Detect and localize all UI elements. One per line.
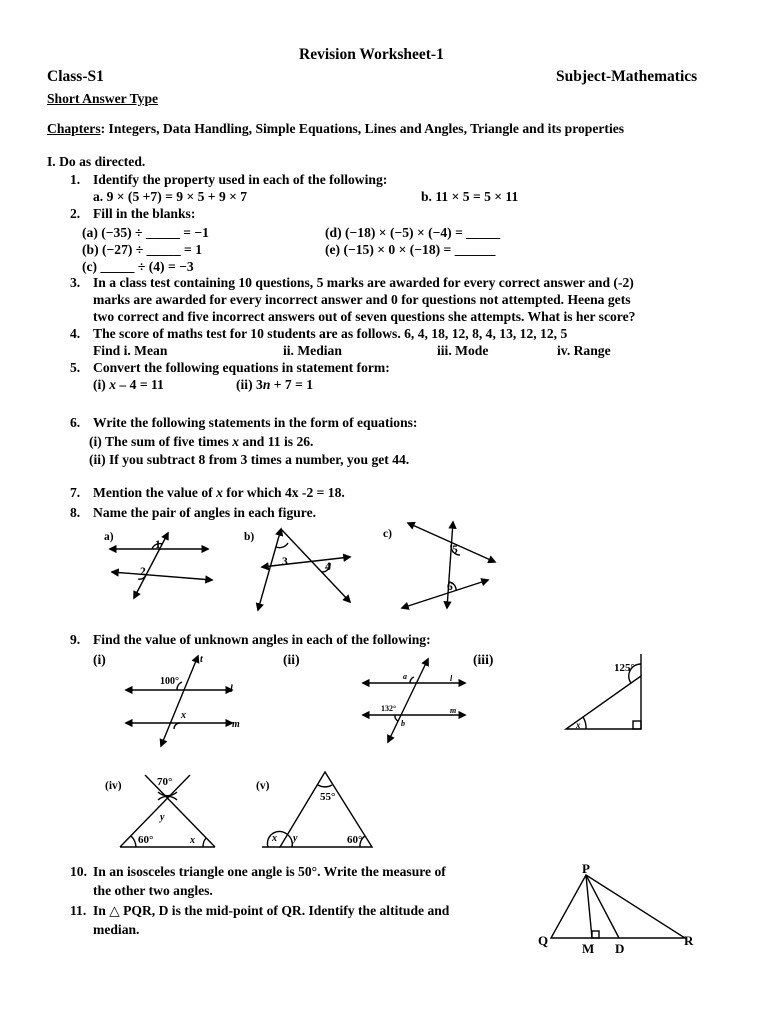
question-type: Short Answer Type — [47, 91, 159, 106]
q9-iv-left: 60° — [138, 834, 154, 846]
q8-angle-2: 2 — [140, 566, 146, 578]
q11-label-m: M — [582, 941, 595, 956]
q9-figure-i — [126, 656, 232, 746]
q8-label-b: b) — [244, 531, 255, 543]
q9-ii-angle: 132° — [381, 704, 397, 713]
q11-label-d: D — [615, 941, 625, 956]
q3-number: 3. — [70, 275, 81, 290]
q9-label-v: (v) — [256, 780, 270, 792]
q9-ii-a: a — [403, 672, 407, 681]
q5-i-var: x — [109, 377, 117, 392]
q9-iv-x: x — [190, 835, 195, 846]
q2-b: (b) (−27) ÷ _____ = 1 — [82, 242, 202, 257]
q1-text: Identify the property used in each of the following: — [93, 172, 388, 187]
q9-iii-angle: 125° — [614, 662, 635, 674]
q4-text: The score of maths test for 10 students are as follows. 6, 4, 18, 12, 8, 4, 13, 12, 12, 5 — [93, 326, 568, 341]
q6-i-var: x — [232, 434, 240, 449]
class-label: Class-S1 — [47, 68, 104, 85]
q9-i-t: t — [200, 654, 203, 665]
q9-v-x: x — [272, 833, 277, 844]
q9-figure-ii — [363, 659, 465, 742]
q5-i-pre: (i) — [93, 377, 110, 392]
q9-iii-x: x — [576, 720, 581, 730]
q11-line-2: median. — [93, 922, 140, 937]
q2-text: Fill in the blanks: — [93, 206, 196, 221]
q9-v-right: 60° — [347, 834, 363, 846]
q9-label-iii: (iii) — [473, 652, 494, 667]
q4-mode: iii. Mode — [437, 343, 489, 358]
q9-i-angle: 100° — [160, 676, 179, 687]
q2-c: (c) _____ ÷ (4) = −3 — [82, 259, 194, 274]
q7-pre: Mention the value of — [93, 485, 217, 500]
q11-line-1: In △ PQR, D is the mid-point of QR. Identify the altitude and — [93, 903, 450, 918]
q9-text: Find the value of unknown angles in each of the following: — [93, 632, 431, 647]
q9-ii-b: b — [401, 719, 405, 728]
q2-number: 2. — [70, 206, 81, 221]
q11-label-p: P — [582, 861, 590, 876]
q4-range: iv. Range — [557, 343, 611, 358]
q9-ii-t: t — [426, 659, 429, 668]
q1-b: b. 11 × 5 = 5 × 11 — [421, 189, 519, 204]
q9-label-ii: (ii) — [283, 652, 300, 667]
q4-find-mean: Find i. Mean — [93, 343, 168, 358]
q9-v-top: 55° — [320, 791, 336, 803]
q1-a: a. 9 × (5 +7) = 9 × 5 + 9 × 7 — [93, 189, 248, 204]
q6-i-post: and 11 is 26. — [239, 434, 314, 449]
q9-iv-y: y — [160, 812, 165, 823]
q8-label-c: c) — [383, 528, 392, 540]
q6-text: Write the following statements in the form of equations: — [93, 415, 418, 430]
q8-figure-c — [402, 522, 495, 608]
q8-label-a: a) — [104, 531, 114, 543]
q5-ii-var: n — [262, 377, 271, 392]
q9-i-m: m — [232, 719, 240, 730]
q11-number: 11. — [70, 903, 87, 918]
q10-line-1: In an isosceles triangle one angle is 50°. Write the measure of — [93, 864, 446, 879]
q2-d: (d) (−18) × (−5) × (−4) = _____ — [325, 225, 501, 240]
q8-angle-6: 6 — [447, 581, 453, 593]
q5-text: Convert the following equations in statement form: — [93, 360, 390, 375]
q9-label-iv: (iv) — [105, 780, 122, 792]
q3-line-1: In a class test containing 10 questions, 5 marks are awarded for every correct answer and (-2) — [93, 275, 634, 290]
q7-var: x — [216, 485, 223, 500]
q9-ii-m: m — [450, 706, 457, 715]
q11-label-r: R — [684, 933, 694, 948]
q8-angle-1: 1 — [155, 539, 161, 551]
q8-angle-4: 4 — [325, 561, 331, 573]
chapters-list: : Integers, Data Handling, Simple Equations, Lines and Angles, Triangle and its properties — [100, 121, 625, 136]
q2-e: (e) (−15) × 0 × (−18) = ______ — [325, 242, 496, 257]
q8-text: Name the pair of angles in each figure. — [93, 505, 317, 520]
q9-i-l: l — [230, 684, 233, 695]
q11-label-q: Q — [538, 933, 549, 948]
q10-number: 10. — [70, 864, 87, 879]
q6-i-pre: (i) The sum of five times — [89, 434, 233, 449]
q8-figure-a — [110, 533, 212, 598]
q8-number: 8. — [70, 505, 81, 520]
q5-number: 5. — [70, 360, 81, 375]
subject-label: Subject-Mathematics — [556, 68, 698, 85]
q4-number: 4. — [70, 326, 81, 341]
q11-figure-triangle — [551, 875, 685, 938]
page-title: Revision Worksheet-1 — [299, 46, 444, 63]
q5-ii-post: + 7 = 1 — [270, 377, 314, 392]
q9-ii-l: l — [450, 674, 453, 683]
q9-number: 9. — [70, 632, 81, 647]
q10-line-2: the other two angles. — [93, 883, 213, 898]
q9-label-i: (i) — [93, 652, 106, 667]
q6-number: 6. — [70, 415, 81, 430]
q5-ii-pre: (ii) 3 — [236, 377, 263, 392]
q7-number: 7. — [70, 485, 81, 500]
chapters-label: Chapters — [47, 121, 101, 136]
q9-v-y: y — [293, 833, 298, 844]
q5-i-post: – 4 = 11 — [116, 377, 164, 392]
q6-ii: (ii) If you subtract 8 from 3 times a number, you get 44. — [89, 452, 410, 467]
q8-angle-5: 5 — [452, 544, 458, 556]
q1-number: 1. — [70, 172, 81, 187]
q7-post: for which 4x -2 = 18. — [222, 485, 345, 500]
q2-a: (a) (−35) ÷ _____ = −1 — [82, 225, 209, 240]
q8-figure-b — [258, 529, 350, 610]
q9-i-x: x — [181, 710, 186, 721]
q3-line-2: marks are awarded for every incorrect answer and 0 for questions not attempted. Heena gets — [93, 292, 631, 307]
q3-line-3: two correct and five incorrect answers out of seven questions she attempts. What is her score? — [93, 309, 636, 324]
q9-iv-top: 70° — [157, 776, 173, 788]
q8-angle-3: 3 — [282, 556, 288, 568]
q4-median: ii. Median — [283, 343, 342, 358]
section-heading: I. Do as directed. — [47, 154, 146, 169]
